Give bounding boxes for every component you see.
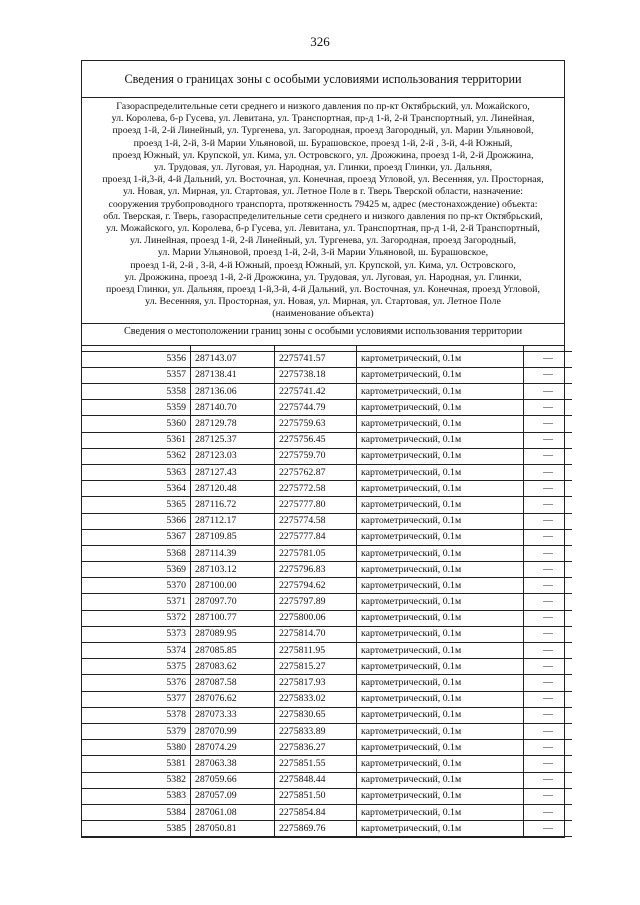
method-cell: картометрический, 0.1м xyxy=(357,626,524,642)
y-coordinate-cell: 2275796.83 xyxy=(275,562,357,578)
point-number-cell: 5383 xyxy=(82,788,191,804)
y-coordinate-cell: 2275836.27 xyxy=(275,740,357,756)
x-coordinate-cell: 287057.09 xyxy=(191,788,275,804)
table-row xyxy=(82,675,572,691)
dash-cell: — xyxy=(524,464,573,480)
y-coordinate-cell: 2275774.58 xyxy=(275,513,357,529)
method-cell: картометрический, 0.1м xyxy=(357,788,524,804)
table-row xyxy=(82,384,572,400)
dash-cell: — xyxy=(524,384,573,400)
x-coordinate-cell: 287136.06 xyxy=(191,384,275,400)
description-line: ул. Новая, ул. Мирная, ул. Стартовая, ул. Летное Поле в г. Тверь Тверской области, назначение: xyxy=(122,186,524,198)
x-coordinate-cell: 287114.39 xyxy=(191,545,275,561)
y-coordinate-cell: 2275756.45 xyxy=(275,432,357,448)
method-cell: картометрический, 0.1м xyxy=(357,772,524,788)
point-number-cell: 5356 xyxy=(82,351,191,367)
dash-cell: — xyxy=(524,691,573,707)
y-coordinate-cell: 2275762.87 xyxy=(275,464,357,480)
table-row xyxy=(82,481,572,497)
point-number-cell: 5363 xyxy=(82,464,191,480)
dash-cell: — xyxy=(524,432,573,448)
y-coordinate-cell: 2275777.84 xyxy=(275,529,357,545)
point-number-cell: 5381 xyxy=(82,756,191,772)
x-coordinate-cell: 287112.17 xyxy=(191,513,275,529)
table-row xyxy=(82,723,572,739)
description-line: ул. Линейная, проезд 1-й, 2-й Линейный, ул. Тургенева, ул. Загородная, проезд Загородный, xyxy=(129,235,517,247)
x-coordinate-cell: 287087.58 xyxy=(191,675,275,691)
dash-cell: — xyxy=(524,772,573,788)
description-line: ул. Трудовая, ул. Луговая, ул. Народная, ул. Глинки, проезд Глинки, ул. Дальняя, xyxy=(153,162,493,174)
point-number-cell: 5374 xyxy=(82,643,191,659)
method-cell: картометрический, 0.1м xyxy=(357,562,524,578)
table-row xyxy=(82,578,572,594)
table-row xyxy=(82,626,572,642)
method-cell: картометрический, 0.1м xyxy=(357,707,524,723)
y-coordinate-cell: 2275777.80 xyxy=(275,497,357,513)
description-line: Газораспределительные сети среднего и низкого давления по пр-кт Октябрьский, ул. Можайского, xyxy=(116,101,530,112)
dash-cell: — xyxy=(524,351,573,367)
document-title: Сведения о границах зоны с особыми условиями использования территории xyxy=(82,61,564,98)
table-row xyxy=(82,804,572,820)
x-coordinate-cell: 287085.85 xyxy=(191,643,275,659)
x-coordinate-cell: 287063.38 xyxy=(191,756,275,772)
dash-cell: — xyxy=(524,659,573,675)
table-row xyxy=(82,610,572,626)
y-coordinate-cell: 2275772.58 xyxy=(275,481,357,497)
method-cell: картометрический, 0.1м xyxy=(357,740,524,756)
description-text xyxy=(84,101,562,308)
table-row xyxy=(82,707,572,723)
table-row xyxy=(82,367,572,383)
method-cell: картометрический, 0.1м xyxy=(357,448,524,464)
x-coordinate-cell: 287116.72 xyxy=(191,497,275,513)
y-coordinate-cell: 2275851.55 xyxy=(275,756,357,772)
method-cell: картометрический, 0.1м xyxy=(357,659,524,675)
y-coordinate-cell: 2275817.93 xyxy=(275,675,357,691)
dash-cell: — xyxy=(524,821,573,837)
x-coordinate-cell: 287073.33 xyxy=(191,707,275,723)
point-number-cell: 5379 xyxy=(82,723,191,739)
description-line: ул. Весенняя, ул. Просторная, ул. Новая, ул. Мирная, ул. Стартовая, ул. Летное Поле xyxy=(145,296,501,308)
x-coordinate-cell: 287061.08 xyxy=(191,804,275,820)
point-number-cell: 5361 xyxy=(82,432,191,448)
dash-cell: — xyxy=(524,707,573,723)
description-line: проезд Южный, ул. Крупской, ул. Кима, ул. Островского, ул. Дрожжина, проезд 1-й, 2-й Дрожжина, xyxy=(112,149,534,161)
y-coordinate-cell: 2275833.02 xyxy=(275,691,357,707)
table-row xyxy=(82,416,572,432)
dash-cell: — xyxy=(524,594,573,610)
description-line: проезд 1-й, 2-й Линейный, ул. Тургенева, ул. Загородная, проезд Загородный, ул. Марии Ульяновой, xyxy=(112,125,534,137)
dash-cell: — xyxy=(524,416,573,432)
point-number-cell: 5364 xyxy=(82,481,191,497)
x-coordinate-cell: 287059.66 xyxy=(191,772,275,788)
y-coordinate-cell: 2275854.84 xyxy=(275,804,357,820)
method-cell: картометрический, 0.1м xyxy=(357,691,524,707)
dash-cell: — xyxy=(524,610,573,626)
description-line: проезд 1-й, 2-й , 3-й, 4-й Южный, проезд Южный, ул. Крупской, ул. Кима, ул. Островского, xyxy=(130,259,516,271)
x-coordinate-cell: 287143.07 xyxy=(191,351,275,367)
y-coordinate-cell: 2275851.50 xyxy=(275,788,357,804)
table-row xyxy=(82,740,572,756)
x-coordinate-cell: 287127.43 xyxy=(191,464,275,480)
method-cell: картометрический, 0.1м xyxy=(357,804,524,820)
table-row xyxy=(82,529,572,545)
dash-cell: — xyxy=(524,578,573,594)
dash-cell: — xyxy=(524,529,573,545)
table-row xyxy=(82,497,572,513)
y-coordinate-cell: 2275744.79 xyxy=(275,400,357,416)
table-row xyxy=(82,594,572,610)
description-line: ул. Дрожжина, проезд 1-й, 2-й Дрожжина, ул. Трудовая, ул. Луговая, ул. Народная, ул. Глинки, xyxy=(124,271,522,283)
table-row xyxy=(82,788,572,804)
x-coordinate-cell: 287138.41 xyxy=(191,367,275,383)
table-row xyxy=(82,772,572,788)
table-row xyxy=(82,513,572,529)
dash-cell: — xyxy=(524,675,573,691)
x-coordinate-cell: 287125.37 xyxy=(191,432,275,448)
table-row xyxy=(82,400,572,416)
dash-cell: — xyxy=(524,481,573,497)
description-line: ул. Можайского, ул. Королева, б-р Гусева, ул. Левитана, ул. Транспортная, пр-д 1-й, 2-й Транспортный, xyxy=(106,223,540,235)
table-row xyxy=(82,351,572,367)
dash-cell: — xyxy=(524,788,573,804)
method-cell: картометрический, 0.1м xyxy=(357,384,524,400)
y-coordinate-cell: 2275741.57 xyxy=(275,351,357,367)
x-coordinate-cell: 287100.00 xyxy=(191,578,275,594)
point-number-cell: 5384 xyxy=(82,804,191,820)
y-coordinate-cell: 2275759.70 xyxy=(275,448,357,464)
y-coordinate-cell: 2275830.65 xyxy=(275,707,357,723)
method-cell: картометрический, 0.1м xyxy=(357,545,524,561)
table-row xyxy=(82,545,572,561)
method-cell: картометрический, 0.1м xyxy=(357,400,524,416)
point-number-cell: 5362 xyxy=(82,448,191,464)
x-coordinate-cell: 287140.70 xyxy=(191,400,275,416)
description-line: проезд 1-й, 2-й, 3-й Марии Ульяновой, ш. Бурашовское, проезд 1-й, 2-й , 3-й, 4-й Южный, xyxy=(133,137,513,149)
dash-cell: — xyxy=(524,562,573,578)
method-cell: картометрический, 0.1м xyxy=(357,367,524,383)
method-cell: картометрический, 0.1м xyxy=(357,351,524,367)
point-number-cell: 5366 xyxy=(82,513,191,529)
point-number-cell: 5371 xyxy=(82,594,191,610)
method-cell: картометрический, 0.1м xyxy=(357,481,524,497)
x-coordinate-cell: 287083.62 xyxy=(191,659,275,675)
x-coordinate-cell: 287103.12 xyxy=(191,562,275,578)
dash-cell: — xyxy=(524,513,573,529)
y-coordinate-cell: 2275811.95 xyxy=(275,643,357,659)
table-row xyxy=(82,432,572,448)
description-line: сооружения трубопроводного транспорта, протяженность 79425 м, адрес (местонахождение) объекта: xyxy=(108,198,538,210)
description-line: ул. Королева, б-р Гусева, ул. Левитана, ул. Транспортная, пр-д 1-й, 2-й Транспортный, ул. Линейная, xyxy=(111,113,535,125)
method-cell: картометрический, 0.1м xyxy=(357,529,524,545)
x-coordinate-cell: 287109.85 xyxy=(191,529,275,545)
point-number-cell: 5372 xyxy=(82,610,191,626)
dash-cell: — xyxy=(524,723,573,739)
y-coordinate-cell: 2275833.89 xyxy=(275,723,357,739)
point-number-cell: 5376 xyxy=(82,675,191,691)
table-row xyxy=(82,464,572,480)
method-cell: картометрический, 0.1м xyxy=(357,464,524,480)
dash-cell: — xyxy=(524,497,573,513)
table-row xyxy=(82,562,572,578)
point-number-cell: 5377 xyxy=(82,691,191,707)
dash-cell: — xyxy=(524,740,573,756)
point-number-cell: 5378 xyxy=(82,707,191,723)
method-cell: картометрический, 0.1м xyxy=(357,416,524,432)
document-frame xyxy=(81,60,565,838)
y-coordinate-cell: 2275797.89 xyxy=(275,594,357,610)
description-line: ул. Марии Ульяновой, проезд 1-й, 2-й, 3-й Марии Ульяновой, ш. Бурашовское, xyxy=(157,247,489,259)
dash-cell: — xyxy=(524,756,573,772)
x-coordinate-cell: 287097.70 xyxy=(191,594,275,610)
table-row xyxy=(82,691,572,707)
method-cell: картометрический, 0.1м xyxy=(357,594,524,610)
method-cell: картометрический, 0.1м xyxy=(357,610,524,626)
point-number-cell: 5375 xyxy=(82,659,191,675)
y-coordinate-cell: 2275794.62 xyxy=(275,578,357,594)
description-line: обл. Тверская, г. Тверь, газораспределительные сети среднего и низкого давления по пр-кт Октябрьский, xyxy=(103,210,543,222)
point-number-cell: 5382 xyxy=(82,772,191,788)
y-coordinate-cell: 2275815.27 xyxy=(275,659,357,675)
y-coordinate-cell: 2275738.18 xyxy=(275,367,357,383)
coordinates-table xyxy=(82,346,572,838)
y-coordinate-cell: 2275814.70 xyxy=(275,626,357,642)
dash-cell: — xyxy=(524,367,573,383)
point-number-cell: 5380 xyxy=(82,740,191,756)
point-number-cell: 5385 xyxy=(82,821,191,837)
description-caption: (наименование объекта) xyxy=(272,308,374,320)
method-cell: картометрический, 0.1м xyxy=(357,723,524,739)
table-row xyxy=(82,756,572,772)
y-coordinate-cell: 2275848.44 xyxy=(275,772,357,788)
method-cell: картометрический, 0.1м xyxy=(357,497,524,513)
point-number-cell: 5369 xyxy=(82,562,191,578)
point-number-cell: 5359 xyxy=(82,400,191,416)
x-coordinate-cell: 287074.29 xyxy=(191,740,275,756)
point-number-cell: 5358 xyxy=(82,384,191,400)
dash-cell: — xyxy=(524,804,573,820)
y-coordinate-cell: 2275741.42 xyxy=(275,384,357,400)
x-coordinate-cell: 287120.48 xyxy=(191,481,275,497)
point-number-cell: 5370 xyxy=(82,578,191,594)
method-cell: картометрический, 0.1м xyxy=(357,432,524,448)
point-number-cell: 5368 xyxy=(82,545,191,561)
page-number: 326 xyxy=(310,34,330,49)
method-cell: картометрический, 0.1м xyxy=(357,675,524,691)
description-line: проезд 1-й,3-й, 4-й Дальний, ул. Восточная, ул. Конечная, проезд Угловой, ул. Весенняя, ул. Просторная, xyxy=(102,174,544,186)
x-coordinate-cell: 287100.77 xyxy=(191,610,275,626)
x-coordinate-cell: 287089.95 xyxy=(191,626,275,642)
method-cell: картометрический, 0.1м xyxy=(357,513,524,529)
table-row xyxy=(82,659,572,675)
method-cell: картометрический, 0.1м xyxy=(357,578,524,594)
point-number-cell: 5357 xyxy=(82,367,191,383)
point-number-cell: 5360 xyxy=(82,416,191,432)
table-row xyxy=(82,821,572,837)
y-coordinate-cell: 2275869.76 xyxy=(275,821,357,837)
dash-cell: — xyxy=(524,448,573,464)
table-row xyxy=(82,448,572,464)
dash-cell: — xyxy=(524,643,573,659)
point-number-cell: 5365 xyxy=(82,497,191,513)
x-coordinate-cell: 287076.62 xyxy=(191,691,275,707)
method-cell: картометрический, 0.1м xyxy=(357,821,524,837)
dash-cell: — xyxy=(524,400,573,416)
dash-cell: — xyxy=(524,626,573,642)
x-coordinate-cell: 287050.81 xyxy=(191,821,275,837)
dash-cell: — xyxy=(524,545,573,561)
point-number-cell: 5373 xyxy=(82,626,191,642)
method-cell: картометрический, 0.1м xyxy=(357,756,524,772)
x-coordinate-cell: 287129.78 xyxy=(191,416,275,432)
description-line: проезд Глинки, ул. Дальняя, проезд 1-й,3-й, 4-й Дальний, ул. Восточная, ул. Конечная, проезд Угловой, xyxy=(106,284,540,296)
object-description xyxy=(82,98,564,324)
point-number-cell: 5367 xyxy=(82,529,191,545)
x-coordinate-cell: 287123.03 xyxy=(191,448,275,464)
y-coordinate-cell: 2275800.06 xyxy=(275,610,357,626)
x-coordinate-cell: 287070.99 xyxy=(191,723,275,739)
y-coordinate-cell: 2275759.63 xyxy=(275,416,357,432)
method-cell: картометрический, 0.1м xyxy=(357,643,524,659)
location-heading: Сведения о местоположении границ зоны с особыми условиями использования территории xyxy=(82,324,564,346)
y-coordinate-cell: 2275781.05 xyxy=(275,545,357,561)
table-row xyxy=(82,643,572,659)
